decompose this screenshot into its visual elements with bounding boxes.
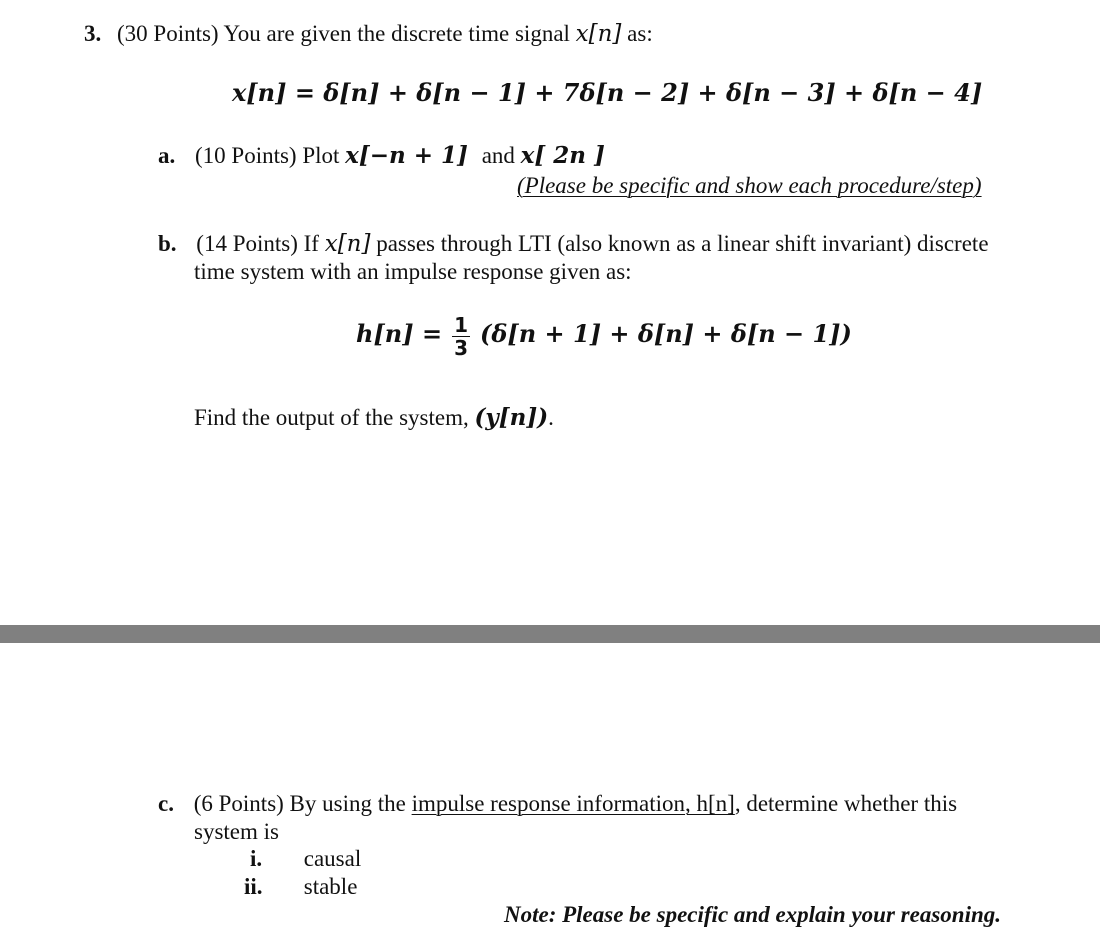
- list-item-number: ii.: [244, 874, 263, 899]
- page-divider: [0, 625, 1100, 643]
- part-b-line2: time system with an impulse response given as:: [194, 259, 632, 284]
- part-c-note: Note: Please be specific and explain your reasoning.: [504, 902, 1002, 927]
- list-item: [244, 874, 357, 900]
- part-c-suffix: , determine whether this: [734, 791, 958, 816]
- part-c-prefix: (6 Points) By using the: [193, 791, 406, 816]
- part-c-line1: [158, 791, 957, 817]
- question-number: 3.: [84, 21, 102, 46]
- part-b-suffix: passes through LTI (also known as a linear shift invariant) discrete: [376, 231, 989, 256]
- eq-rhs: (δ[n + 1] + δ[n] + δ[n − 1]): [480, 319, 852, 349]
- find-expr: (y[n]): [474, 404, 549, 431]
- part-a-expr2: x[ 2n ]: [520, 142, 605, 169]
- signal-symbol: x[n]: [575, 21, 622, 47]
- list-item: [250, 846, 361, 872]
- part-a-text: (10 Points) Plot: [195, 143, 340, 168]
- part-b-find: [194, 404, 554, 431]
- part-a-expr1: x[−n + 1]: [345, 142, 468, 169]
- question-as: as:: [627, 21, 653, 46]
- fraction-denominator: 3: [454, 336, 468, 360]
- part-b-prefix: (14 Points) If: [196, 231, 319, 256]
- part-a-and: and: [481, 143, 515, 168]
- part-c-link: impulse response information, h[n]: [411, 791, 735, 816]
- part-a-note: (Please be specific and show each procedure/step): [517, 173, 982, 198]
- part-c-line2: system is: [194, 819, 279, 844]
- part-b-line1: [158, 231, 989, 257]
- find-suffix: .: [548, 405, 554, 430]
- question-header: [84, 21, 653, 47]
- list-item-text: causal: [303, 846, 362, 871]
- question-intro: You are given the discrete time signal: [223, 21, 570, 46]
- fraction-numerator: 1: [454, 313, 468, 337]
- list-item-number: i.: [250, 846, 263, 871]
- question-points: (30 Points): [117, 21, 219, 46]
- fraction: [452, 314, 470, 359]
- part-b-label: b.: [158, 231, 177, 256]
- part-a: [158, 142, 605, 169]
- part-a-label: a.: [158, 143, 176, 168]
- signal-equation: x[n] = δ[n] + δ[n − 1] + 7δ[n − 2] + δ[n − 3] + δ[n − 4]: [232, 78, 983, 107]
- eq-lhs: h[n] =: [356, 319, 443, 349]
- part-c-label: c.: [158, 791, 174, 816]
- part-b-signal-symbol: x[n]: [324, 231, 371, 257]
- impulse-response-equation: [356, 314, 852, 359]
- find-prefix: Find the output of the system,: [194, 405, 469, 430]
- list-item-text: stable: [303, 874, 358, 899]
